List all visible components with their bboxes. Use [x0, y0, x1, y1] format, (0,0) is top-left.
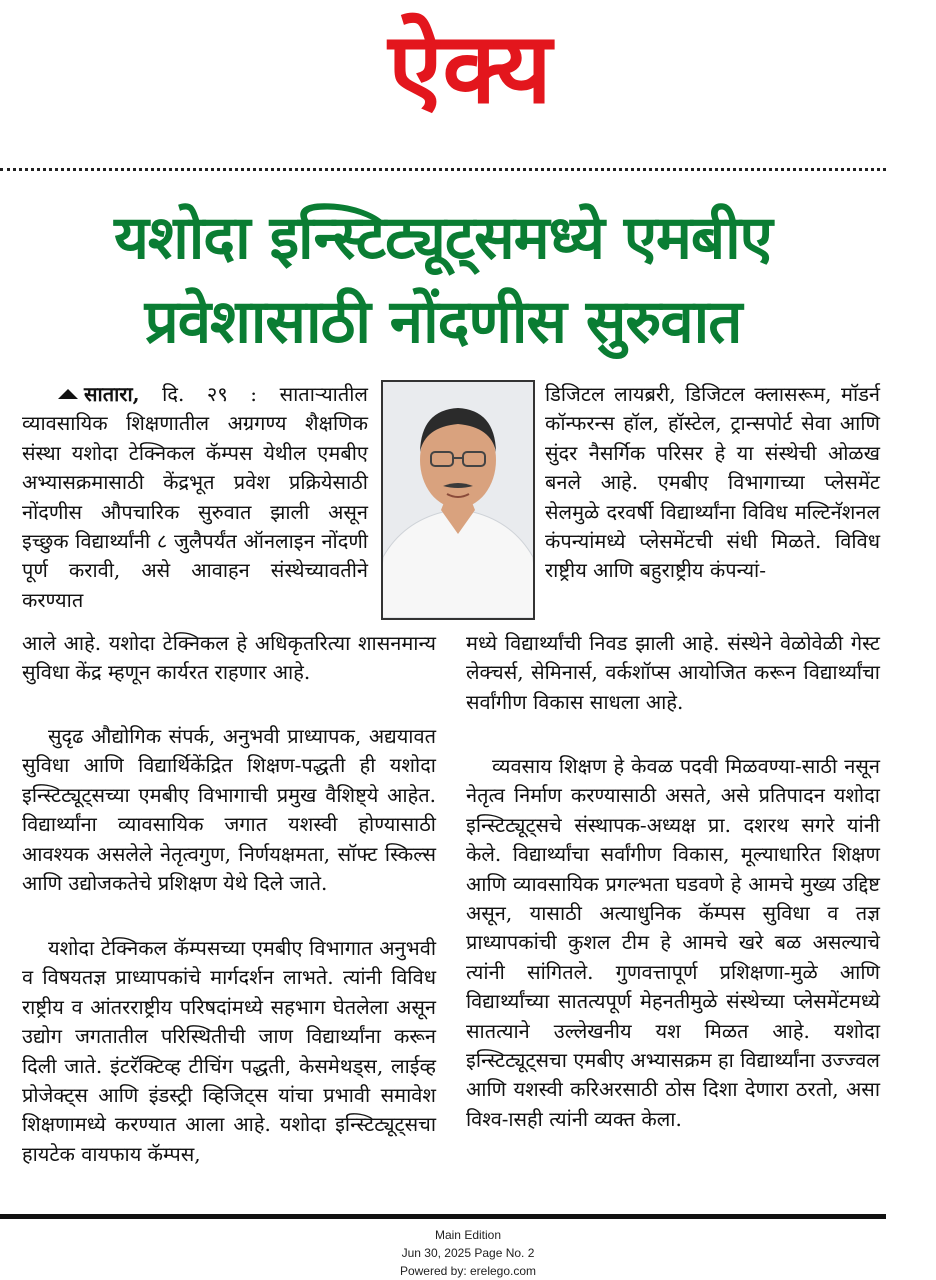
headline-line-1: यशोदा इन्स्टिट्यूट्समध्ये एमबीए: [114, 203, 772, 273]
headline-line-2: प्रवेशासाठी नोंदणीस सुरुवात: [144, 287, 742, 357]
logo-graphic: [350, 12, 590, 124]
article-column-2-paragraph-2: व्यवसाय शिक्षण हे केवळ पदवी मिळवण्या-साठी नसून नेतृत्व निर्माण करण्यासाठी असते, असे प्रतिपादन यशोदा इन्स्टिट्यूट्सचे संस्थापक-अध्यक्ष प्रा. दशरथ सगरे यांनी केले. विद्यार्थ्यांचा सर्वांगीण विकास, मूल्याधारित शिक्षण आणि व्यावसायिक प्रगल्भता घडवणे हे आमचे मुख्य उद्दिष्ट असून, यासाठी अत्याधुनिक कॅम्पस सुविधा व तज्ञ प्राध्यापकांची कुशल टीम हे आमचे खरे बळ असल्याचे त्यांनी सांगितले. गुणवत्तापूर्ण प्रशिक्षणा-मुळे आणि विद्यार्थ्यांच्या सातत्यपूर्ण मेहनतीमुळे संस्थेच्या प्लेसमेंटमध्ये सातत्याने उल्लेखनीय यश मिळत आहे. यशोदा इन्स्टिट्यूट्सचा एमबीए अभ्यासक्रम हा विद्यार्थ्यांना उज्ज्वल आणि यशस्वी करिअरसाठी ठोस दिशा देणारा ठरतो, असा विश्व-ासही त्यांनी व्यक्त केला.: [466, 754, 880, 1131]
footer-edition: Main Edition: [434, 1228, 502, 1242]
bottom-rule: [0, 1214, 886, 1219]
portrait-illustration: [383, 382, 533, 618]
article-paragraph-3: यशोदा टेक्निकल कॅम्पसच्या एमबीए विभागात अनुभवी व विषयतज्ञ प्राध्यापकांचे मार्गदर्शन लाभते. त्यांनी विविध राष्ट्रीय व आंतरराष्ट्रीय परिषदांमध्ये सहभाग घेतलेला असून उद्योग जगतातील परिस्थितीची जाण विद्यार्थ्यांना करून दिली जाते. इंटरॅक्टिव्ह टीचिंग पद्धती, केसमेथड्स, लाईव्ह प्रोजेक्ट्स आणि इंडस्ट्री व्हिजिट्स यांचा प्रभावी समावेश शिक्षणामध्ये करण्यात आला आहे. यशोदा इन्स्टिट्यूट्सचा हायटेक वायफाय कॅम्पस,: [22, 936, 436, 1166]
footer-date-page: Jun 30, 2025 Page No. 2: [401, 1246, 535, 1260]
lead-text: दि. २९ : साताऱ्यातील व्यावसायिक शिक्षणातील अग्रगण्य शैक्षणिक संस्था यशोदा टेक्निकल कॅम्पस येथील एमबीए अभ्यासक्रमासाठी केंद्रभूत प्रवेश प्रक्रियेसाठी नोंदणीस औपचारिक सुरुवात झाली असून इच्छुक विद्यार्थ्यांनी ८ जुलैपर्यंत ऑनलाइन नोंदणी पूर्ण करावी, असे आवाहन संस्थेच्यावतीने करण्यात: [22, 382, 368, 612]
portrait-photo: [381, 380, 535, 620]
triangle-marker-icon: [58, 389, 78, 399]
article-paragraph-2: सुदृढ औद्योगिक संपर्क, अनुभवी प्राध्यापक, अद्ययावत सुविधा आणि विद्यार्थिकेंद्रित शिक्षण-पद्धती ही यशोदा इन्स्टिट्यूट्सच्या एमबीए विभागाची प्रमुख वैशिष्ट्ये आहेत. विद्यार्थ्यांना व्यावसायिक जगात यशस्वी होण्यासाठी आवश्यक असलेले नेतृत्वगुण, निर्णयक्षमता, सॉफ्ट स्किल्स आणि उद्योजकतेचे प्रशिक्षण येथे दिले जाते.: [22, 724, 436, 896]
masthead-logo: [340, 8, 600, 128]
article-column-2-top: डिजिटल लायब्ररी, डिजिटल क्लासरूम, मॉडर्न कॉन्फरन्स हॉल, हॉस्टेल, ट्रान्सपोर्ट सेवा आणि सुंदर नैसर्गिक परिसर हे या संस्थेची ओळख बनले आहे. एमबीए विभागाच्या प्लेसमेंट सेलमुळे दरवर्षी विद्यार्थ्यांना विविध मल्टिनॅशनल कंपन्यांमध्ये प्लेसमेंटची संधी मिळते. विविध राष्ट्रीय आणि बहुराष्ट्रीय कंपन्यां-: [545, 382, 880, 583]
dotted-separator: [0, 168, 886, 171]
headline: [0, 196, 886, 364]
article-lead-paragraph: [22, 380, 368, 615]
dateline-city: सातारा,: [84, 382, 140, 406]
logo-text: ऐक्य: [388, 12, 552, 124]
footer-powered-by: Powered by: erelego.com: [399, 1264, 537, 1278]
article-column-2-continuation: मध्ये विद्यार्थ्यांची निवड झाली आहे. संस्थेने वेळोवेळी गेस्ट लेक्चर्स, सेमिनार्स, वर्कशॉप्स आयोजित करून विद्यार्थ्यांचा सर्वांगीण विकास साधला आहे.: [466, 631, 880, 714]
article-lead-continuation: आले आहे. यशोदा टेक्निकल हे अधिकृतरित्या शासनमान्य सुविधा केंद्र म्हणून कार्यरत राहणार आहे.: [22, 631, 436, 685]
